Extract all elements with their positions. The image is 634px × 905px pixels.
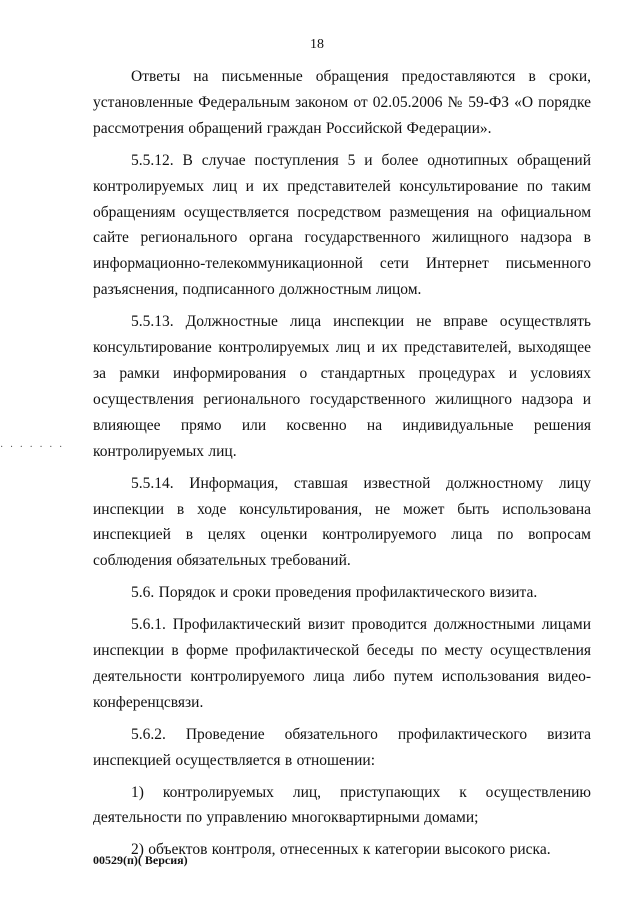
document-footer-code: 00529(п)( Версия) — [93, 853, 188, 867]
paragraph-5-5-14: 5.5.14. Информация, ставшая известной должностному лицу инспекции в ходе консультирования, не может быть использована инспекцией в целях оценки контролируемого лица по вопросам соблюдения обязательных требований. — [93, 474, 591, 570]
paragraph-5-6-1: 5.6.1. Профилактический визит проводится должностными лицами инспекции в форме профилактической беседы по месту осуществления деятельности контролируемого лица либо путем использования видео-конференцсвязи. — [93, 616, 591, 711]
paragraph-5-6: 5.6. Порядок и сроки проведения профилактического визита. — [131, 584, 538, 602]
list-item-2: 2) объектов контроля, отнесенных к категории высокого риска. — [131, 841, 551, 859]
document-body — [93, 64, 591, 863]
scan-artifact: · · · · · · · — [0, 442, 65, 453]
page-number: 18 — [310, 37, 324, 52]
paragraph-5-5-12: 5.5.12. В случае поступления 5 и более однотипных обращений контролируемых лиц и их представителей консультирование по таким обращениям осуществляется посредством размещения на официальном сайте регионального органа государственного жилищного надзора в информационно-телекоммуникационной сети Интернет письменного разъяснения, подписанного должностным лицом. — [93, 151, 591, 299]
paragraph-5-5-13: 5.5.13. Должностные лица инспекции не вправе осуществлять консультирование контролируемых лиц и их представителей, выходящее за рамки информирования о стандартных процедурах и условиях осуществления регионального государственного жилищного надзора и влияющее прямо или косвенно на индивидуальные решения контролируемых лиц. — [93, 313, 591, 460]
paragraph-5-6-2: 5.6.2. Проведение обязательного профилактического визита инспекцией осуществляется в отношении: — [93, 725, 591, 769]
paragraph-response-deadlines: Ответы на письменные обращения предоставляются в сроки, установленные Федеральным законом от 02.05.2006 № 59-ФЗ «О порядке рассмотрения обращений граждан Российской Федерации». — [93, 68, 591, 137]
list-item-1: 1) контролируемых лиц, приступающих к осуществлению деятельности по управлению многоквартирными домами; — [93, 783, 591, 827]
